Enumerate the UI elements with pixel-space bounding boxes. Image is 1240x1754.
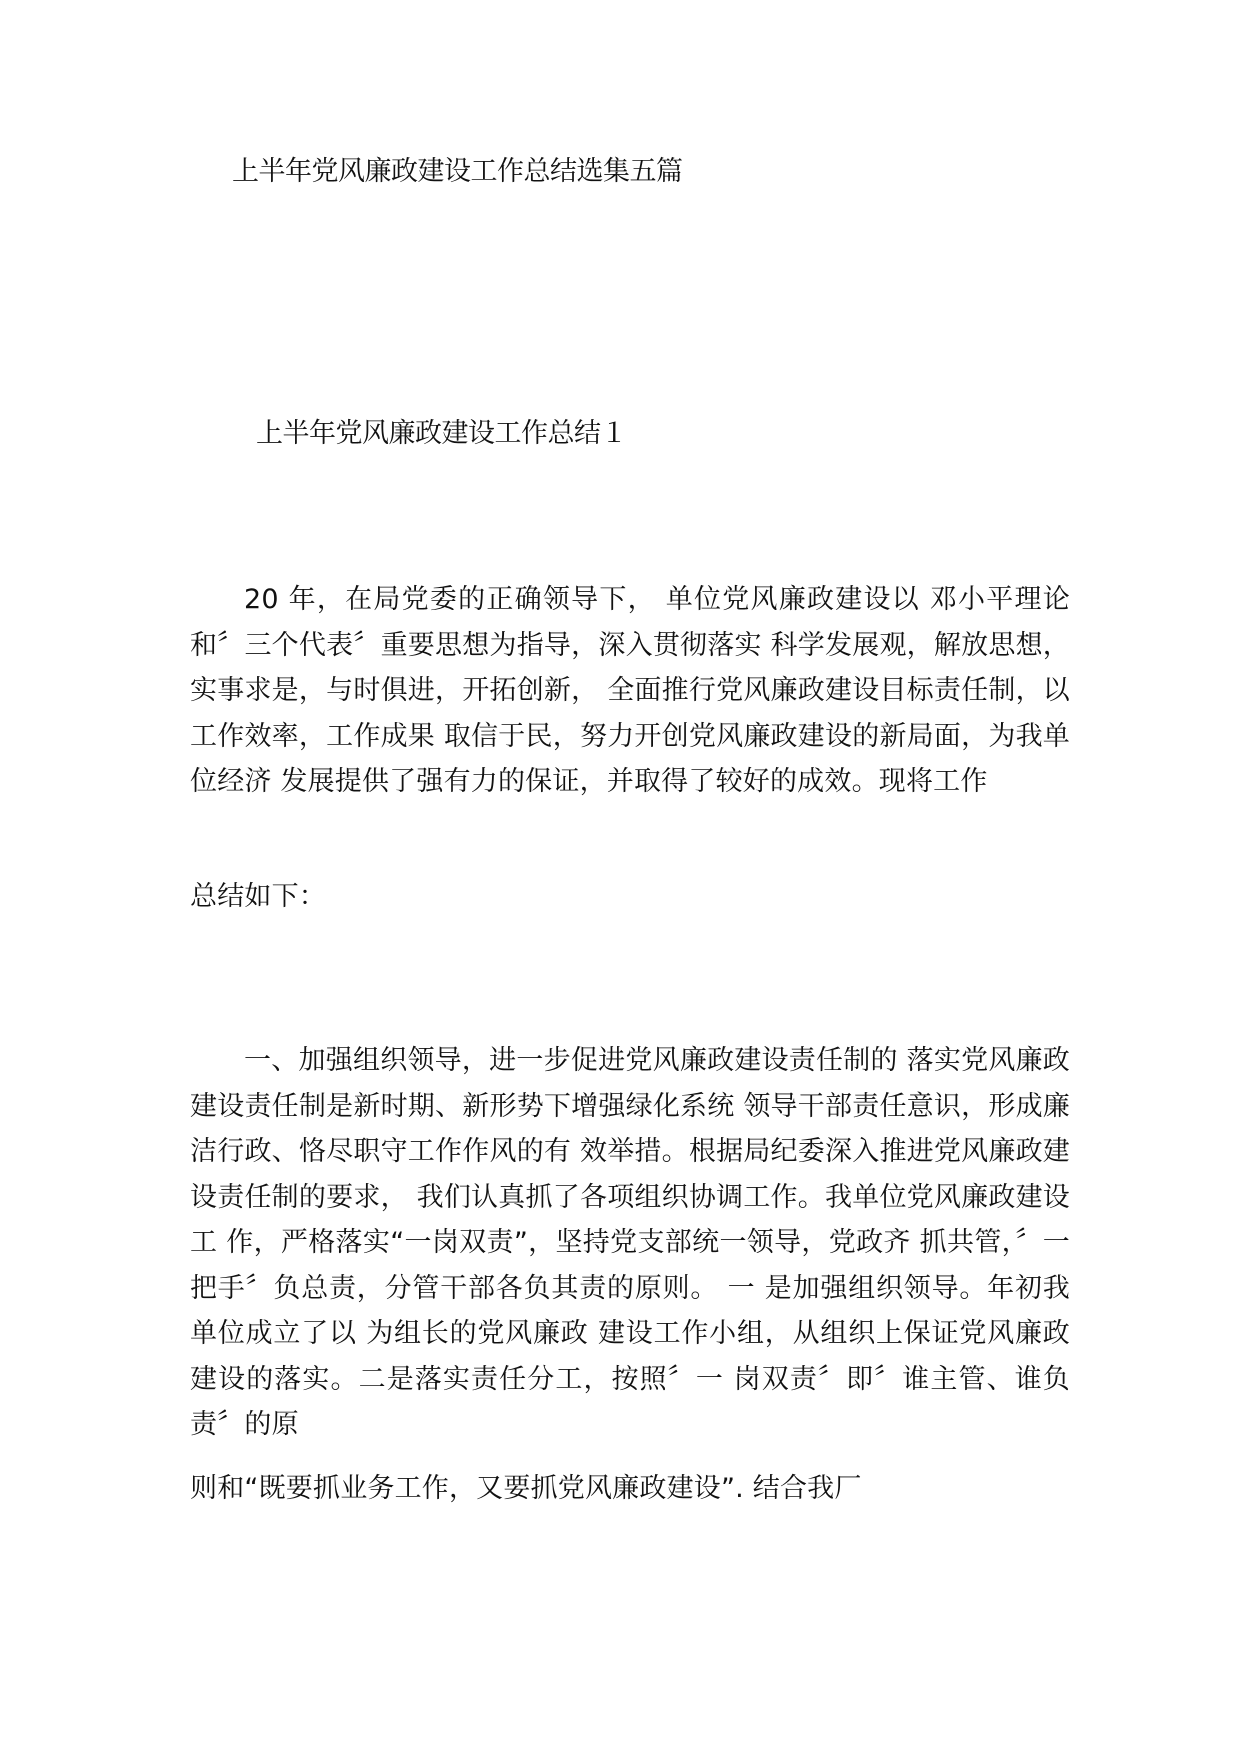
paragraph-intro: 20 年，在局党委的正确领导下， 单位党风廉政建设以 邓小平理论和〞三个代表〞重要思想为指导，深入贯彻落实 科学发展观，解放思想，实事求是，与时俱进，开拓创新， 全面推行党风廉政建设目标责任制，以工作效率，工作成果 取信于民，努力开创党风廉政建设的新局面，为我单位经济 发展提供了强有力的保证，并取得了较好的成效。现将工作 bbox=[190, 584, 1070, 797]
paragraph-section-one: 一、加强组织领导，进一步促进党风廉政建设责任制的 落实党风廉政建设责任制是新时期、新形势下增强绿化系统 领导干部责任意识，形成廉洁行政、恪尽职守工作作风的有 效举措。根据局纪委深入推进党风廉政建设责任制的要求， 我们认真抓了各项组织协调工作。我单位党风廉政建设工 作，严格落实“一岗双责”，坚持党支部统一领导，党政齐 抓共管，〞一把手〞负总责，分管干部各负其责的原则。 一 是加强组织领导。年初我单位成立了以 为组长的党风廉政 建设工作小组，从组织上保证党风廉政建设的落实。二是落实责任分工，按照〞一 岗双责〞即〞谁主管、谁负责〞的原 bbox=[190, 1045, 1070, 1440]
section-title: 上半年党风廉政建设工作总结１ bbox=[256, 418, 627, 449]
document-title: 上半年党风廉政建设工作总结选集五篇 bbox=[232, 156, 683, 187]
paragraph-intro-continuation: 总结如下： bbox=[190, 881, 326, 912]
paragraph-section-one-continuation: 则和“既要抓业务工作，又要抓党风廉政建设”. 结合我厂 bbox=[190, 1473, 862, 1504]
